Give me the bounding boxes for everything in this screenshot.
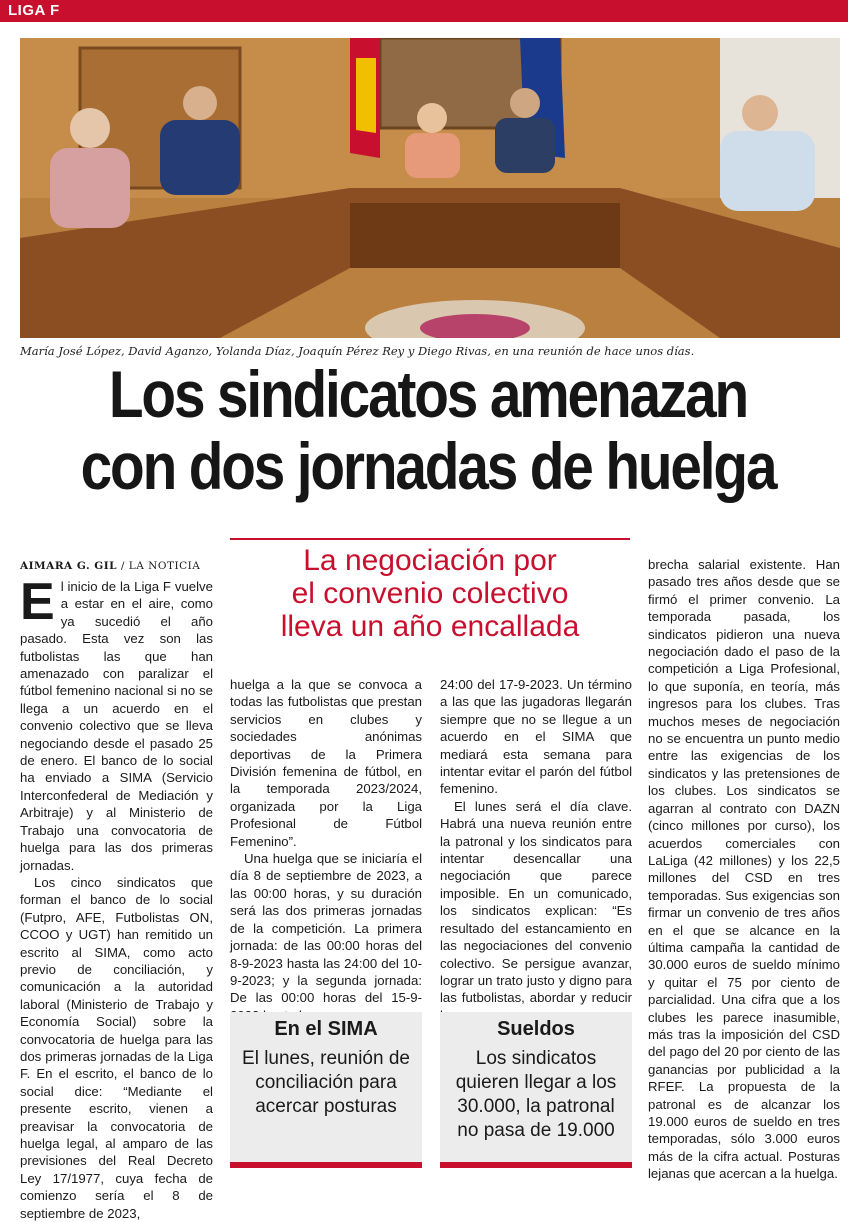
article-column-4 (648, 556, 840, 1183)
paragraph-text: l inicio de la Liga F vuelve a estar en el aire, como ya sucedió el año pasado. Esta vez son las futbolistas las que han amenazado con paralizar el fútbol femenino nacional si no se llega a un acuerdo en el convenio colectivo que se lleva negociando desde el pasado 25 de enero. El banco de lo social ha enviado a SIMA (Servicio Interconfederal de Mediación y Arbitraje) y al Ministerio de Trabajo una convocatoria de huelga para las dos primeras jornadas. (20, 579, 213, 873)
article-paragraph (20, 573, 213, 874)
highlight-box-body: El lunes, reunión de conciliación para acercar posturas (242, 1048, 410, 1117)
highlight-box-title: En el SIMA (274, 1018, 378, 1040)
article-paragraph: El lunes será el día clave. Habrá una nueva reunión entre la patronal y los sindicatos para intentar desencallar una negociación que parece imposible. En un comunicado, los sindicatos explican: “Es resultado del estancamiento en las negociaciones del convenio colectivo. Se persigue avanzar, lograr un trato justo y digno para las futbolistas, abordar y reducir (440, 798, 632, 1006)
article-paragraph: 24:00 del 17-9-2023. Un término a las que las jugadoras llegarán siempre que no se llegue a un acuerdo en el SIMA que mediará esta semana para intentar evitar el parón del fútbol femenino. (440, 677, 632, 797)
drop-cap: E (20, 573, 55, 631)
byline-author: AIMARA G. GIL (20, 560, 118, 572)
byline (20, 560, 200, 572)
subheadline (230, 538, 630, 643)
highlight-box-body: Los sindicatos quieren llegar a los 30.000, la patronal no pasa de 19.000 (455, 1048, 617, 1141)
highlight-box-sueldos (440, 1012, 632, 1168)
subheadline-line-1: La negociación por (303, 544, 557, 577)
article-column-1 (20, 573, 213, 1222)
byline-separator: / (117, 560, 129, 572)
byline-source: LA NOTICIA (128, 560, 201, 572)
meeting-photo (20, 38, 840, 338)
headline (69, 358, 788, 502)
article-column-3 (440, 676, 632, 1024)
highlight-box-sima (230, 1012, 422, 1168)
article-paragraph: Los cinco sindicatos que forman el banco de lo social (Futpro, AFE, Futbolistas ON, CCOO y UGT) han remitido un escrito al SIMA, como acto previo de conciliación, y comunicación a la autoridad laboral (Ministerio de Trabajo y Economía Social) sobre la convocatoria de huelga para las dos primeras jornadas de la Liga F. En el escrito, el banco de lo social dice: “Mediante el presente escrito, vienen a preavisar la convocatoria de huelga legal, al amparo de las previsiones del Real Decreto Ley 17/1977, cuya fecha de comienzo sería el 8 de septiembre de 2023, (20, 874, 213, 1221)
highlight-box-title: Sueldos (497, 1018, 575, 1040)
meeting-photo-icon (20, 38, 840, 338)
photo-caption: María José López, David Aganzo, Yolanda Díaz, Joaquín Pérez Rey y Diego Rivas, en una reunión de hace unos días. (20, 344, 695, 358)
article-paragraph: huelga a la que se convoca a todas las futbolistas que prestan servicios en clubes y sociedades anónimas deportivas de la Primera División femenina de fútbol, en la temporada 2023/2024, organizada por la Liga Profesional de Fútbol Femenino”. (230, 677, 422, 849)
headline-line-2: con dos jornadas de huelga (80, 429, 776, 503)
article-paragraph: Una huelga que se iniciaría el día 8 de septiembre de 2023, a las 00:00 horas, y su duración será las dos primeras jornadas de la competición. La primera jornada: de las 00:00 horas del 8-9-2023 hasta las 24:00 del 10-9-2023; y la segunda jornada: De las 00:00 horas del 15-9- (230, 851, 422, 1006)
section-label: LIGA F (0, 0, 848, 22)
subheadline-line-2: el convenio colectivo (291, 577, 569, 610)
headline-line-1: Los sindicatos amenazan (108, 357, 748, 431)
article-paragraph: brecha salarial existente. Han pasado tres años desde que se firmó el primer convenio. La temporada pasada, los sindicatos pidieron una nueva negociación dado el paso de la competición a Liga Profesional, lo que suponía, en teoría, más ingresos para los clubes. Tras muchos meses de negociación no se encuentra un punto medio entre las exigencias de los sindicatos y las pretensiones de los clubes. Los sindicatos se agarran al contrato con DAZN (cinco millones por curso), los acuerdos comerciales con LaLiga (42 millones) y los 22,5 millones del CSD en tres temporadas. Sus exigencias son firmar un convenio de tres años en el que se alcance en la última campaña la cantidad de 30.000 euros de sueldo mínimo y quitar el 75 por ciento de parcialidad. Una cifra que a los clubes les parece inasumible, más tras la imposición del CSD del pago del 20 por ciento de las ganancias por publicidad a la RFEF. La propuesta de la patronal es de alcanzar los 19.000 euros de sueldo en tres temporadas, sólo 3.000 euros más de la cifra actual. Posturas lejanas que acercan a la huelga. (648, 557, 840, 1182)
subheadline-line-3: lleva un año encallada (280, 610, 580, 643)
article-column-2 (230, 676, 422, 1024)
